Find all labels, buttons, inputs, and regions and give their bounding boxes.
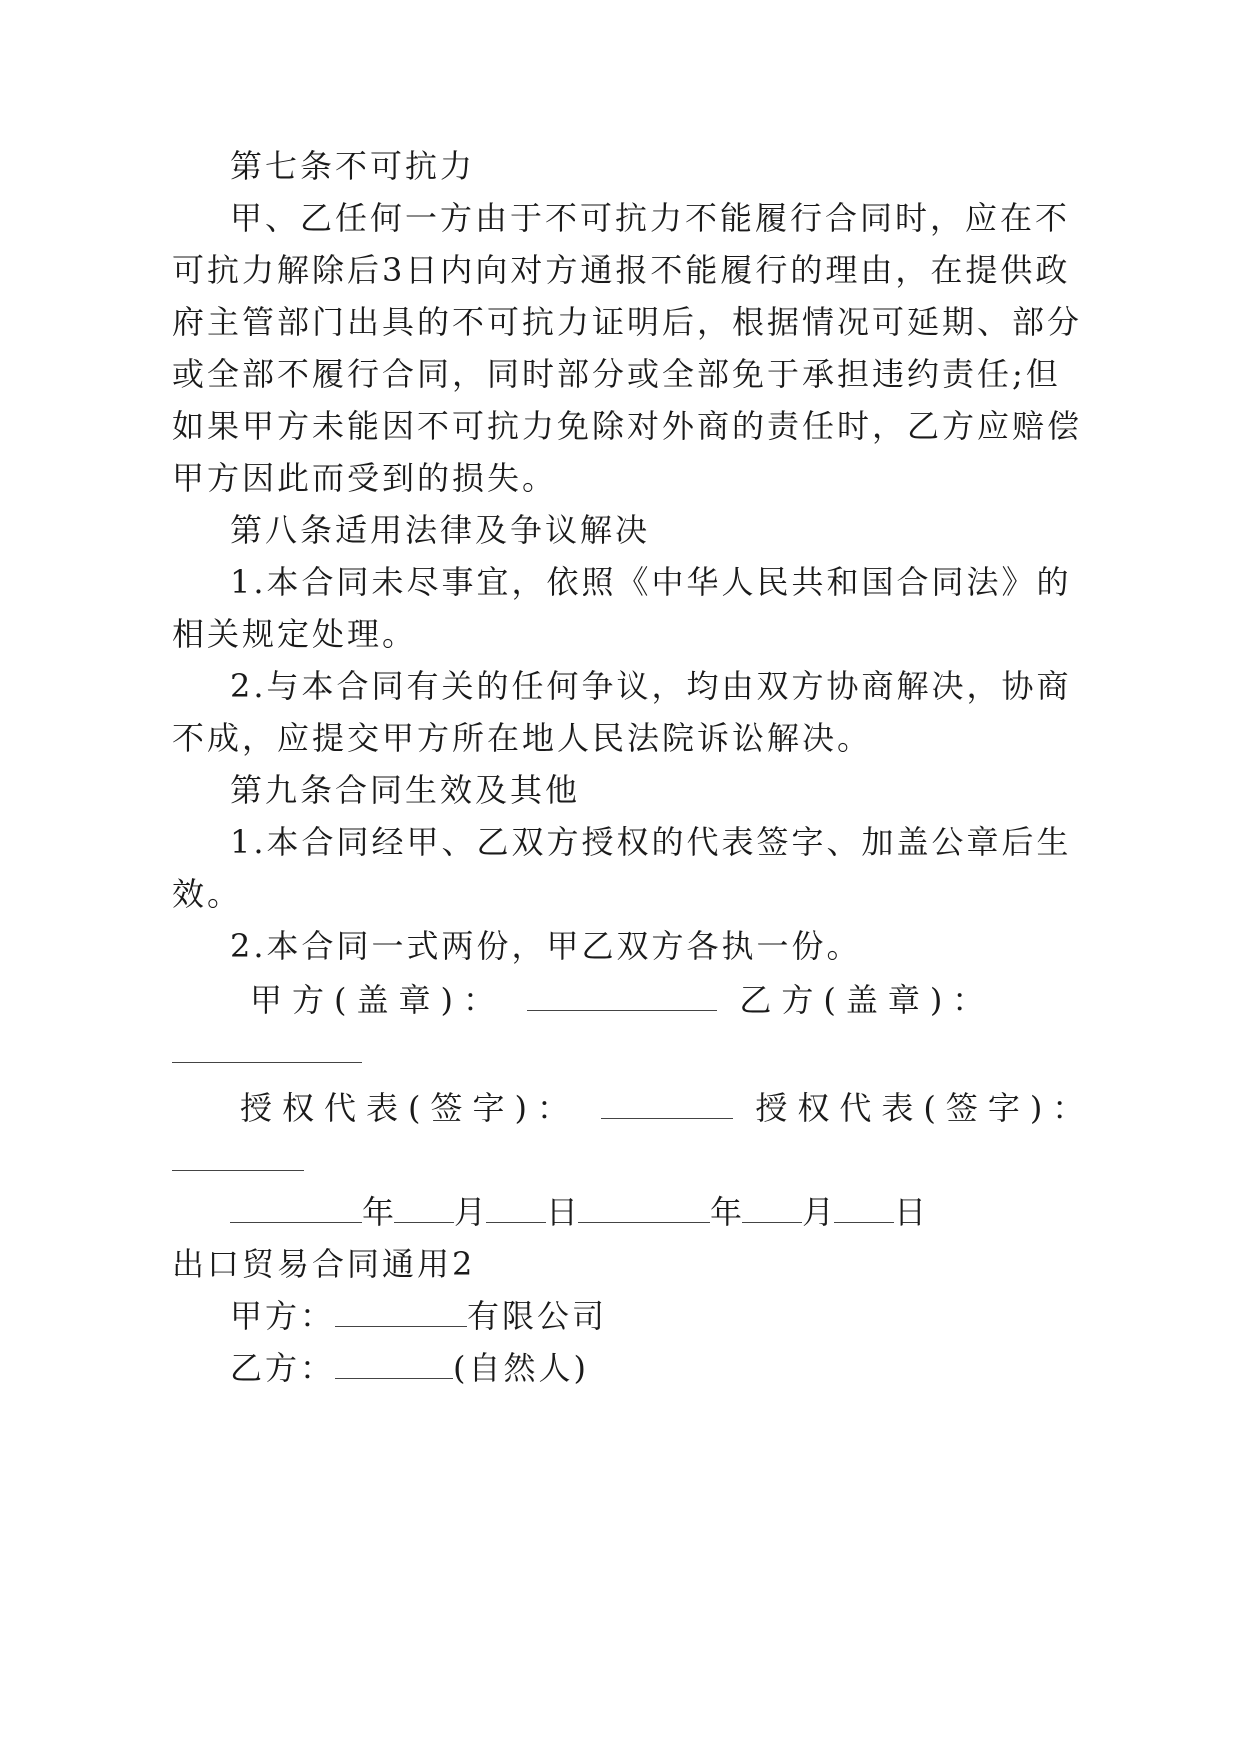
party-a-name-blank [335,1300,467,1327]
article-9-heading: 第九条合同生效及其他 [230,771,581,809]
party-b-rep-blank [172,1144,304,1171]
party-a-year-label: 年 [362,1193,395,1231]
party-b-name-blank [335,1352,453,1379]
article-7-line-3: 府主管部门出具的不可抗力证明后，根据情况可延期、部分 [172,303,1083,341]
party-b-seal-blank-row [172,1032,362,1072]
article-9-line-2: 效。 [172,875,243,913]
article-8-line-2: 相关规定处理。 [172,615,418,653]
party-a-rep-label: 授权代表(签字)： [240,1089,579,1127]
party-a-rep-blank [601,1092,733,1119]
article-7-line-1: 甲、乙任何一方由于不可抗力不能履行合同时，应在不 [230,199,1071,237]
next-contract-title: 出口贸易合同通用2 [172,1245,476,1283]
article-7-line-2: 可抗力解除后3日内向对方通报不能履行的理由，在提供政 [172,251,1071,289]
party-b-suffix: (自然人) [453,1349,589,1387]
article-8-line-1: 1.本合同未尽事宜，依照《中华人民共和国合同法》的 [230,563,1072,601]
party-b-month-label: 月 [802,1193,835,1231]
party-b-month-blank [742,1196,802,1223]
party-b-seal-blank [172,1036,362,1063]
party-a-seal-blank [527,984,717,1011]
date-row [230,1192,926,1232]
signature-seal-row [250,980,994,1020]
signature-rep-row [240,1088,1094,1128]
article-7-heading: 第七条不可抗力 [230,147,476,185]
party-b-seal-label: 乙方(盖章)： [739,981,995,1019]
article-8-heading: 第八条适用法律及争议解决 [230,511,651,549]
party-a-year-blank [230,1196,362,1223]
party-b-day-blank [834,1196,894,1223]
party-b-year-label: 年 [710,1193,743,1231]
party-b-day-label: 日 [894,1193,927,1231]
article-9-line-3: 2.本合同一式两份，甲乙双方各执一份。 [230,927,862,965]
party-a-label: 甲方： [230,1297,336,1335]
party-a-seal-label: 甲方(盖章)： [250,981,505,1019]
party-b-label: 乙方： [230,1349,336,1387]
party-a-day-label: 日 [546,1193,579,1231]
article-8-line-4: 不成，应提交甲方所在地人民法院诉讼解决。 [172,719,873,757]
article-8-line-3: 2.与本合同有关的任何争议，均由双方协商解决，协商 [230,667,1072,705]
article-7-line-5: 如果甲方未能因不可抗力免除对外商的责任时，乙方应赔偿 [172,407,1083,445]
party-a-day-blank [486,1196,546,1223]
party-b-row [230,1348,589,1388]
party-a-month-label: 月 [454,1193,487,1231]
article-9-line-1: 1.本合同经甲、乙双方授权的代表签字、加盖公章后生 [230,823,1072,861]
party-a-suffix: 有限公司 [467,1297,608,1335]
party-b-year-blank [578,1196,710,1223]
article-7-line-4: 或全部不履行合同，同时部分或全部免于承担违约责任;但 [172,355,1061,393]
party-b-rep-label: 授权代表(签字)： [755,1089,1095,1127]
party-b-rep-blank-row [172,1140,304,1180]
party-a-row [230,1296,607,1336]
article-7-line-6: 甲方因此而受到的损失。 [172,459,558,497]
party-a-month-blank [394,1196,454,1223]
